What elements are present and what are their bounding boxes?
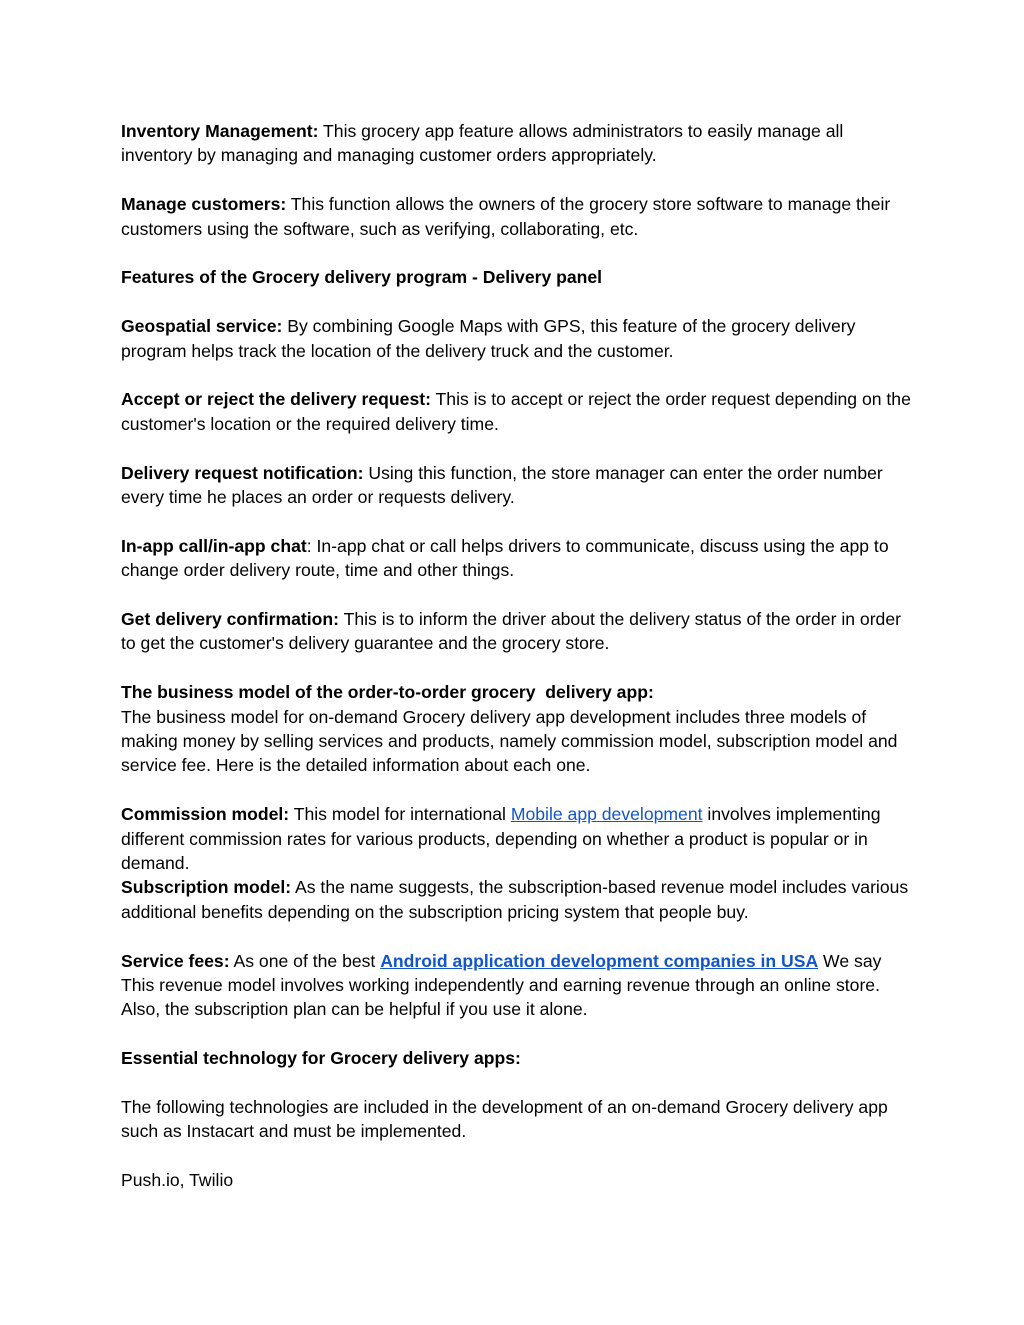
business-model-heading: The business model of the order-to-order grocery delivery app: — [121, 682, 654, 703]
business-model-text: The business model for on-demand Grocery delivery app development includes three models of making money by selling services and products, namely commission model, subscription model and service fee. Here is the detailed information about each one. — [121, 706, 898, 776]
notification-label: Delivery request notification: — [121, 462, 364, 483]
document-page — [121, 119, 911, 1217]
accept-text: This is to accept or reject the order request depending on the customer's location or the required delivery time. — [121, 389, 911, 434]
notification-paragraph — [121, 461, 911, 510]
confirmation-label: Get delivery confirmation: — [121, 609, 340, 630]
service-text-before: As one of the best — [229, 950, 381, 971]
geospatial-paragraph — [121, 314, 911, 363]
notification-text: Using this function, the store manager can enter the order number every time he places an order or requests delivery. — [121, 462, 883, 508]
customers-text: This function allows the owners of the grocery store software to manage their customers using the software, such as verifying, collaborating, etc. — [121, 194, 891, 239]
commission-paragraph — [121, 802, 911, 875]
commission-label: Commission model: — [121, 804, 290, 825]
commission-text-after: involves implementing different commission rates for various products, depending on whether a product is popular or in demand. — [121, 804, 881, 874]
subscription-label: Subscription model: — [121, 877, 292, 898]
customers-paragraph — [121, 192, 911, 241]
inapp-label: In-app call/in-app chat — [121, 535, 307, 556]
geospatial-text: By combining Google Maps with GPS, this feature of the grocery delivery program helps track the location of the delivery truck and the customer. — [121, 316, 856, 361]
customers-label: Manage customers: — [121, 194, 287, 215]
service-paragraph — [121, 949, 911, 1022]
inapp-paragraph — [121, 534, 911, 583]
confirmation-paragraph — [121, 607, 911, 656]
push-twilio-text: Push.io, Twilio — [121, 1170, 234, 1191]
subscription-text: As the name suggests, the subscription-based revenue model includes various additional benefits depending on the subscription pricing system that people buy. — [121, 877, 909, 922]
geospatial-label: Geospatial service: — [121, 316, 283, 337]
subscription-paragraph — [121, 875, 911, 924]
business-model-section — [121, 680, 911, 778]
service-text-after: We say This revenue model involves working independently and earning revenue through an online store. Also, the subscription plan can be helpful if you use it alone. — [121, 950, 882, 1020]
delivery-panel-heading: Features of the Grocery delivery program - Delivery panel — [121, 267, 603, 288]
service-label: Service fees: — [121, 950, 230, 971]
accept-paragraph — [121, 387, 911, 436]
mobile-app-development-link[interactable]: Mobile app development — [510, 804, 703, 825]
inapp-text: : In-app chat or call helps drivers to communicate, discuss using the app to change order delivery route, time and other things. — [121, 535, 889, 581]
inventory-paragraph — [121, 119, 911, 168]
technologies-paragraph: The following technologies are included in the development of an on-demand Grocery delivery app such as Instacart and must be implemented. — [121, 1097, 888, 1142]
commission-text-before: This model for international — [289, 804, 511, 825]
inventory-text: This grocery app feature allows administrators to easily manage all inventory by managing and managing customer orders appropriately. — [121, 121, 844, 166]
inventory-label: Inventory Management: — [121, 121, 319, 141]
accept-label: Accept or reject the delivery request: — [121, 389, 431, 410]
technology-heading: Essential technology for Grocery delivery apps: — [121, 1048, 521, 1069]
confirmation-text: This is to inform the driver about the delivery status of the order in order to get the customer's delivery guarantee and the grocery store. — [121, 609, 901, 654]
android-development-link[interactable]: Android application development companies in USA — [380, 950, 819, 971]
